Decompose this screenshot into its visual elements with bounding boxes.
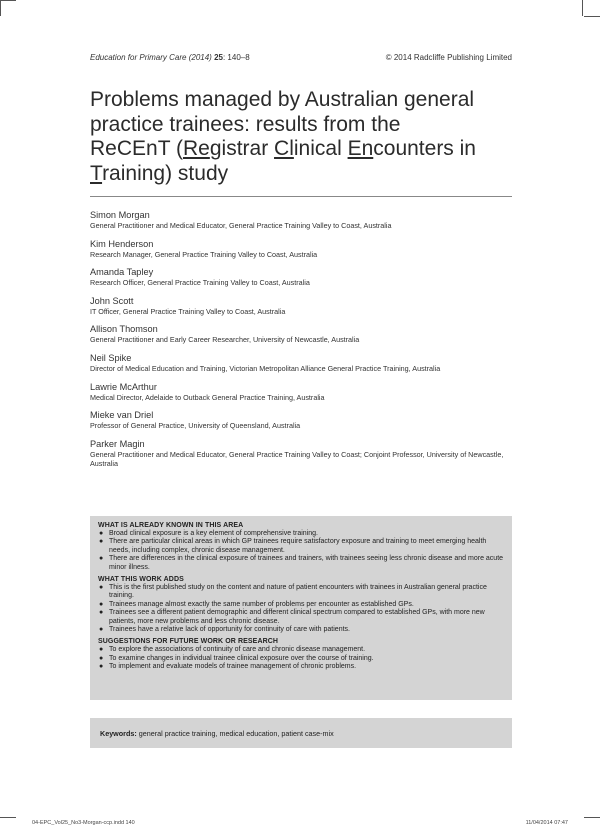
bullet-icon: ● xyxy=(99,626,104,634)
author-name: Neil Spike xyxy=(90,352,132,363)
list-item: ● There are differences in the clinical exposure of trainees and trainers, with trainees seeing less chronic disease and more acute minor illness. xyxy=(99,555,504,571)
bullet-icon: ● xyxy=(99,530,104,537)
author-affiliation: General Practitioner and Early Career Researcher, University of Newcastle, Australia xyxy=(90,335,360,345)
list-item: ● Trainees manage almost exactly the same number of problems per encounter as established GPs. xyxy=(99,600,414,608)
future-section xyxy=(98,638,504,671)
list-item: ● Trainees see a different patient demographic and different clinical spectrum compared to established GPs, with more new patients, more new problems and less chronic disease. xyxy=(99,609,485,625)
author-affiliation: Research Officer, General Practice Training Valley to Coast, Australia xyxy=(90,278,310,288)
author-name: Simon Morgan xyxy=(90,210,150,220)
list-item: ● Trainees have a relative lack of opportunity for continuity of care with patients. xyxy=(99,626,350,634)
bullet-icon: ● xyxy=(99,646,104,654)
list-item: ● Broad clinical exposure is a key element of comprehensive training. xyxy=(99,530,318,537)
print-timestamp: 11/04/2014 07:47 xyxy=(525,820,568,826)
bullet-icon: ● xyxy=(99,663,104,671)
author-name: Kim Henderson xyxy=(90,238,154,249)
list-item: ● To examine changes in individual trainee clinical exposure over the course of training. xyxy=(99,654,374,662)
author-entry xyxy=(90,409,520,431)
list-item: ● This is the first published study on the content and nature of patient encounters with trainees in Australian general practice training. xyxy=(99,584,487,600)
author-name: Mieke van Driel xyxy=(90,410,154,421)
author-entry xyxy=(90,209,520,231)
bullet-icon: ● xyxy=(99,538,104,546)
author-entry xyxy=(90,438,520,469)
author-affiliation: Director of Medical Education and Training, Victorian Metropolitan Alliance General Practice Training, Australia xyxy=(90,363,441,373)
keywords-box xyxy=(90,718,512,748)
article-title: Problems managed by Australian general practice trainees: results from the ReCEnT (Registrar Clinical Encounters in Training) study xyxy=(90,88,476,185)
list-item: ● To explore the associations of continuity of care and chronic disease management. xyxy=(99,646,366,654)
journal-citation: Education for Primary Care (2014) 25: 140–8 xyxy=(90,53,250,62)
section-heading: WHAT THIS WORK ADDS xyxy=(98,576,184,584)
keywords-label: Keywords: xyxy=(100,729,137,738)
adds-section xyxy=(98,576,504,634)
list-item: ● To implement and evaluate models of trainee management of chronic problems. xyxy=(99,663,357,671)
author-entry xyxy=(90,323,520,345)
crop-mark xyxy=(582,0,583,16)
bullet-icon: ● xyxy=(99,654,104,662)
author-affiliation: IT Officer, General Practice Training Valley to Coast, Australia xyxy=(90,306,286,316)
crop-mark xyxy=(0,0,16,1)
section-heading: SUGGESTIONS FOR FUTURE WORK OR RESEARCH xyxy=(98,638,279,646)
author-entry xyxy=(90,381,520,403)
crop-mark xyxy=(584,16,600,17)
copyright: © 2014 Radcliffe Publishing Limited xyxy=(385,53,512,62)
bullet-icon: ● xyxy=(99,584,104,592)
author-entry xyxy=(90,295,520,317)
author-affiliation: Medical Director, Adelaide to Outback General Practice Training, Australia xyxy=(90,392,325,402)
author-affiliation: Research Manager, General Practice Training Valley to Coast, Australia xyxy=(90,249,318,259)
crop-mark xyxy=(0,817,16,818)
bullet-icon: ● xyxy=(99,609,104,617)
author-name: Parker Magin xyxy=(90,438,145,449)
bullet-icon: ● xyxy=(99,555,104,563)
author-name: John Scott xyxy=(90,295,134,306)
print-slug: 04-EPC_Vol25_No3-Morgan-ccp.indd 140 xyxy=(32,820,135,826)
author-affiliation: General Practitioner and Medical Educator, General Practice Training Valley to Coast, Australia xyxy=(90,221,392,230)
author-list xyxy=(90,209,520,476)
author-affiliation: Professor of General Practice, University of Queensland, Australia xyxy=(90,421,301,431)
bullet-icon: ● xyxy=(99,600,104,608)
list-item: ● There are particular clinical areas in which GP trainees require satisfactory exposure and training to meet emerging health needs, including complex, chronic disease management. xyxy=(99,538,487,554)
known-section xyxy=(98,522,504,572)
author-entry xyxy=(90,352,520,374)
author-entry xyxy=(90,266,520,288)
author-name: Amanda Tapley xyxy=(90,267,154,278)
crop-mark xyxy=(584,817,600,818)
summary-box xyxy=(90,516,512,700)
title-divider xyxy=(90,196,512,197)
keywords-text: general practice training, medical education, patient case-mix xyxy=(136,729,334,738)
author-entry xyxy=(90,238,520,260)
crop-mark xyxy=(0,0,1,16)
author-name: Allison Thomson xyxy=(90,324,158,335)
section-heading: WHAT IS ALREADY KNOWN IN THIS AREA xyxy=(98,522,244,529)
author-name: Lawrie McArthur xyxy=(90,381,157,392)
author-affiliation: General Practitioner and Medical Educator, General Practice Training Valley to Coast; Conjoint Professor, University of Newcastle, Australia xyxy=(90,449,504,469)
